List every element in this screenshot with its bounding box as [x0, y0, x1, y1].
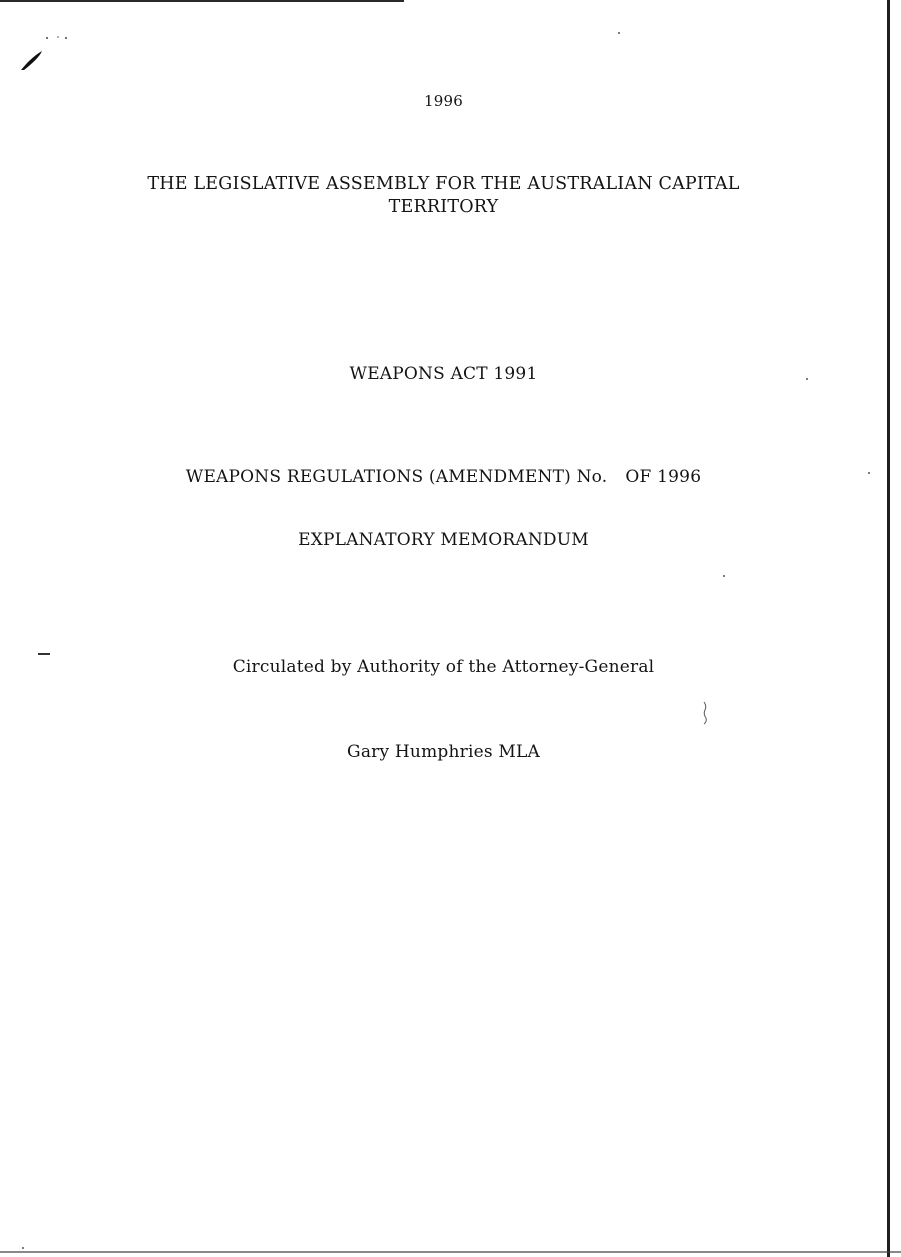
assembly-heading-line-2: TERRITORY — [388, 197, 499, 217]
regulations-title-part2: OF 1996 — [625, 467, 702, 487]
regulations-title-part1: WEAPONS REGULATIONS (AMENDMENT) No. — [185, 467, 608, 487]
scan-speck-top — [44, 34, 74, 42]
scan-speck — [22, 1247, 24, 1249]
act-title: WEAPONS ACT 1991 — [349, 364, 538, 384]
document-year: 1996 — [424, 92, 463, 110]
scan-speck — [723, 575, 725, 577]
scan-bracket-mark — [700, 700, 710, 726]
scan-speck — [618, 32, 620, 34]
scan-top-edge — [0, 0, 404, 2]
circulated-by: Circulated by Authority of the Attorney-General — [232, 657, 655, 677]
scan-right-edge — [887, 0, 890, 1257]
minister-name: Gary Humphries MLA — [347, 742, 540, 762]
assembly-heading-line-1: THE LEGISLATIVE ASSEMBLY FOR THE AUSTRALIAN CAPITAL — [147, 174, 740, 194]
memorandum-title: EXPLANATORY MEMORANDUM — [298, 530, 589, 550]
regulations-title — [0, 467, 887, 487]
scan-bottom-edge — [0, 1251, 901, 1253]
pen-mark — [18, 48, 48, 74]
